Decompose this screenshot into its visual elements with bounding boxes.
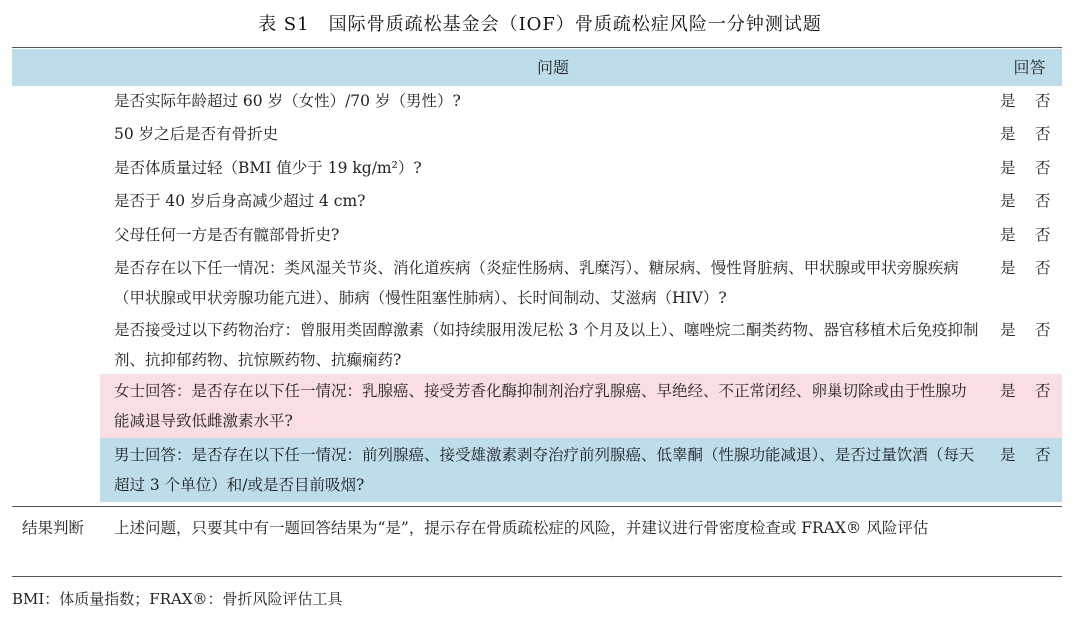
answer-yes-female: 是 [1000,382,1016,400]
answer-no-2: 否 [1035,125,1051,143]
answer-no-1: 否 [1035,92,1051,110]
table-title: 表 S1 国际骨质疏松基金会（IOF）骨质疏松症风险一分钟测试题 [258,14,822,35]
answer-yes-1: 是 [1000,92,1016,110]
answer-yes-male: 是 [1000,446,1016,464]
question-3: 是否体质量过轻（BMI 值少于 19 kg/m²）? [114,159,422,177]
answer-yes-4: 是 [1000,192,1016,210]
answer-yes-6: 是 [1000,259,1016,277]
answer-no-male: 否 [1035,446,1051,464]
question-5: 父母任何一方是否有髋部骨折史? [114,226,340,244]
header-answer: 回答 [1013,58,1046,77]
answer-yes-5: 是 [1000,226,1016,244]
verdict-label: 结果判断 [22,519,85,537]
top-rule [12,47,1062,48]
question-1: 是否实际年龄超过 60 岁（女性）/70 岁（男性）? [114,92,461,110]
footnote: BMI：体质量指数；FRAX®：骨折风险评估工具 [12,590,343,608]
bottom-rule [12,576,1062,577]
answer-no-6: 否 [1035,259,1051,277]
answer-no-7: 否 [1035,321,1051,339]
answer-no-female: 否 [1035,382,1051,400]
question-male: 男士回答：是否存在以下任一情况：前列腺癌、接受雄激素剥夺治疗前列腺癌、低睾酮（性腺功能减退）、是否过量饮酒（每天超过 3 个单位）和/或是否目前吸烟? [114,446,975,494]
question-7: 是否接受过以下药物治疗：曾服用类固醇激素（如持续服用泼尼松 3 个月及以上）、噻唑烷二酮类药物、器官移植术后免疫抑制剂、抗抑郁药物、抗惊厥药物、抗癫痫药? [114,321,979,369]
question-4: 是否于 40 岁后身高减少超过 4 cm? [114,192,366,210]
header-question: 问题 [536,58,569,77]
verdict-text: 上述问题，只要其中有一题回答结果为“是”，提示存在骨质疏松症的风险，并建议进行骨密度检查或 FRAX® 风险评估 [114,519,929,537]
answer-yes-7: 是 [1000,321,1016,339]
verdict-rule [12,506,1062,507]
answer-no-3: 否 [1035,159,1051,177]
table-header [12,49,1062,86]
answer-yes-3: 是 [1000,159,1016,177]
answer-no-5: 否 [1035,226,1051,244]
question-6: 是否存在以下任一情况：类风湿关节炎、消化道疾病（炎症性肠病、乳糜泻）、糖尿病、慢性肾脏病、甲状腺或甲状旁腺疾病（甲状腺或甲状旁腺功能亢进）、肺病（慢性阻塞性肺病）、长时间制动、艾滋病（HIV）? [114,259,959,307]
question-female: 女士回答：是否存在以下任一情况：乳腺癌、接受芳香化酶抑制剂治疗乳腺癌、早绝经、不正常闭经、卵巢切除或由于性腺功能减退导致低雌激素水平? [114,382,967,430]
answer-no-4: 否 [1035,192,1051,210]
question-2: 50 岁之后是否有骨折史 [114,125,279,143]
answer-yes-2: 是 [1000,125,1016,143]
